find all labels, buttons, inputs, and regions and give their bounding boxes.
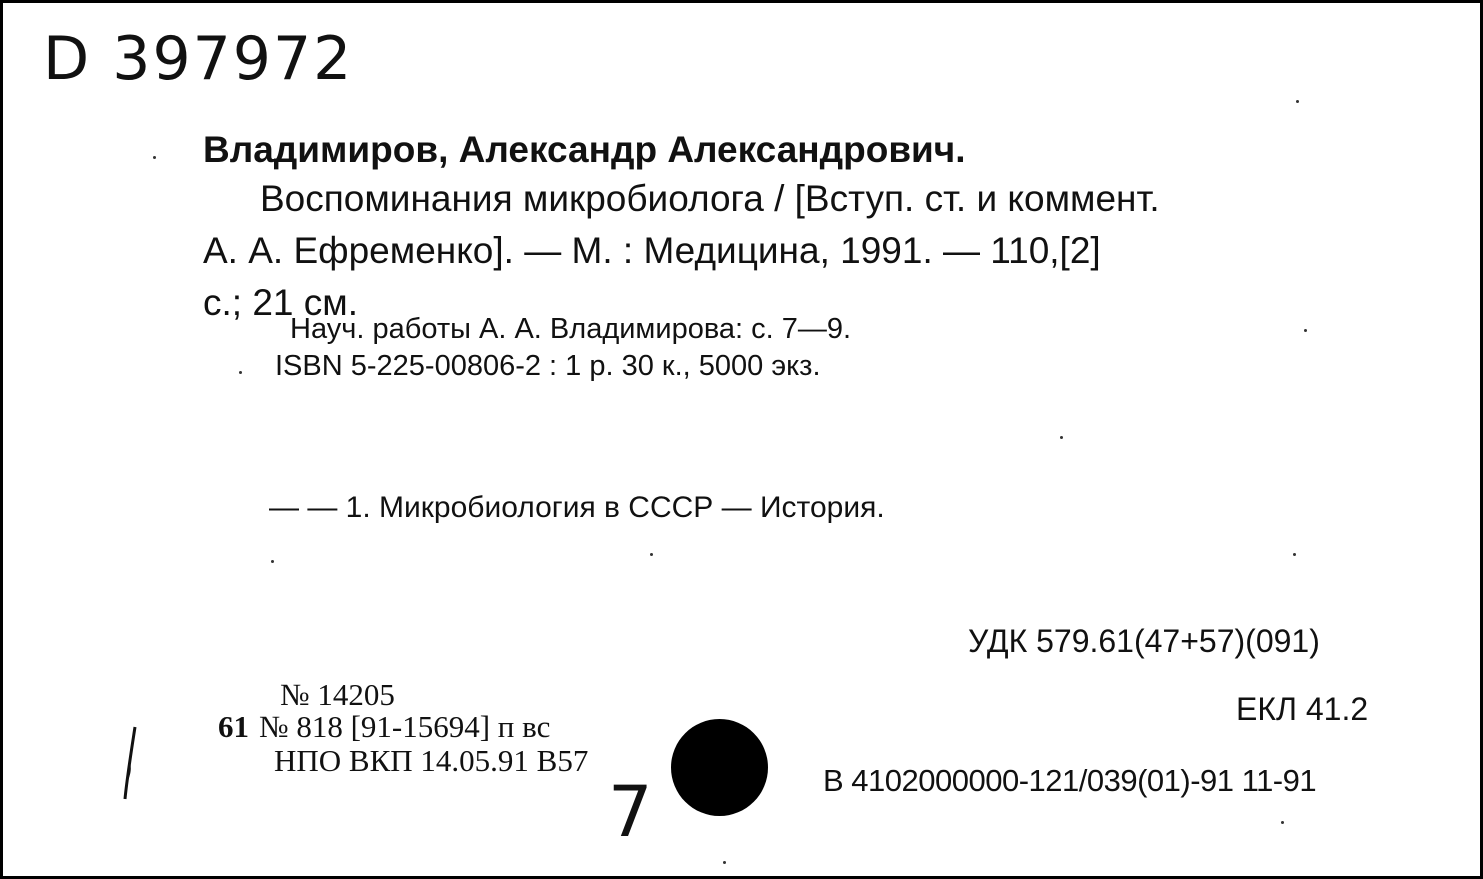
subject-heading: — — 1. Микробиология в СССР — История. [269,491,885,524]
ekl-code: ЕКЛ 41.2 [1236,691,1369,727]
margin-pen-stroke [121,723,181,803]
speck [723,861,726,864]
order-prefix: 61 [218,709,249,744]
speck [1296,100,1299,103]
punch-hole [671,719,768,816]
speck [1304,329,1307,332]
shelf-mark: D 397972 [43,24,354,94]
description-line-3: с.; 21 см. [203,282,358,323]
udk-code: УДК 579.61(47+57)(091) [968,623,1320,659]
bibliographic-description [203,173,1368,329]
publication-code: В 4102000000-121/039(01)-91 11-91 [823,763,1317,798]
speck [153,156,156,159]
publisher-number: № 14205 [280,677,395,712]
author-heading: Владимиров, Александр Александрович. [203,129,966,170]
speck [650,553,653,556]
speck [239,371,242,374]
publisher-order [218,709,550,745]
speck [1281,821,1284,824]
speck [1060,436,1063,439]
speck [1293,553,1296,556]
speck [271,560,274,563]
publisher-npo: НПО ВКП 14.05.91 В57 [274,743,589,778]
note-isbn: ISBN 5-225-00806-2 : 1 р. 30 к., 5000 экз. [275,350,821,382]
description-line-2: А. А. Ефременко]. — М. : Медицина, 1991. — 110,[2] [203,230,1101,271]
note-works: Науч. работы А. А. Владимирова: с. 7—9. [290,313,852,345]
order-text: № 818 [91-15694] п вс [259,709,551,744]
description-line-1: Воспоминания микробиолога / [Вступ. ст. и коммент. [260,178,1160,219]
handwritten-mark: 7 [608,771,653,853]
